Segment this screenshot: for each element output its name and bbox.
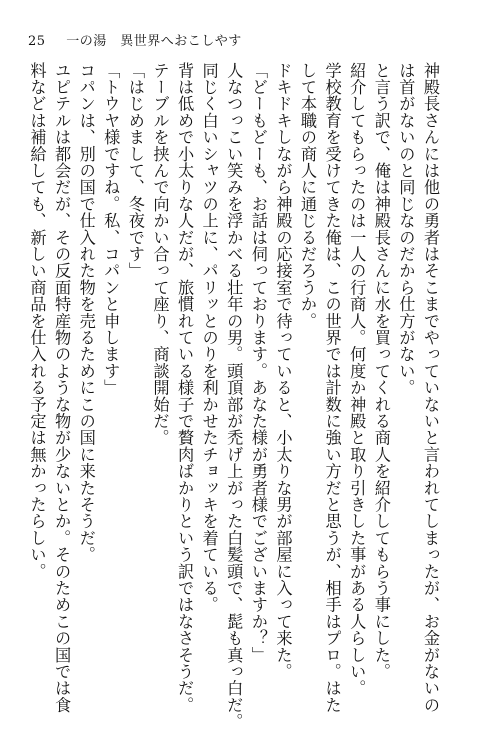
page-number: 25 [28,34,46,49]
text-line: 背は低めで小太りな人だが、旅慣れている様子で贅肉ばかりという訳ではなさそうだ。 [175,62,195,714]
text-line: は首がないのと同じなのだから仕方がない。 [396,62,416,396]
text-line: 人なつっこい笑みを浮かべる壮年の男。頭頂部が禿げ上がった白髪頭で、髭も真っ白だ。 [224,62,244,730]
text-line: テーブルを挟んで向かい合って座り、商談開始だ。 [150,62,170,447]
chapter-title: 一の湯 異世界へおこしやす [66,34,242,49]
page-header [28,30,242,49]
text-line: 紹介してもらったのは一人の行商人。何度か神殿と取り引きした事がある人らしい。 [347,62,367,697]
text-line: 料などは補給しても、新しい商品を仕入れる予定は無かったらしい。 [27,62,47,580]
text-line: 同じく白いシャツの上に、パリッとのりを利かせたチョッキを着ている。 [199,62,219,614]
text-line: ユピテルは都会だが、その反面特産物のような物が少ないとか。そのためこの国では食 [52,62,72,714]
text-line: 神殿長さんには他の勇者はそこまでやっていないと言われてしまったが、お金がないの [421,62,440,714]
text-line: 「はじめまして、冬夜です」 [125,62,145,280]
body-text [27,62,442,730]
text-line: して本職の商人に通じるだろうか。 [298,62,318,330]
text-line: コパンは、別の国で仕入れた物を売るためにこの国に来たそうだ。 [76,62,96,563]
text-line: ドキドキしながら神殿の応接室で待っていると、小太りな男が部屋に入って来た。 [273,62,293,680]
text-line: 「どーもどーも、お話は伺っております。あなた様が勇者様でございますか？」 [248,62,268,664]
text-line: 学校教育を受けてきた俺は、この世界では計数に強い方だと思うが、相手はプロ。はた [322,62,342,714]
text-line: 「トウヤ様ですね。私、コパンと申します」 [101,62,121,396]
text-line: と言う訳で、俺は神殿長さんに水を買ってくれる商人を紹介してもらう事にした。 [371,62,391,680]
